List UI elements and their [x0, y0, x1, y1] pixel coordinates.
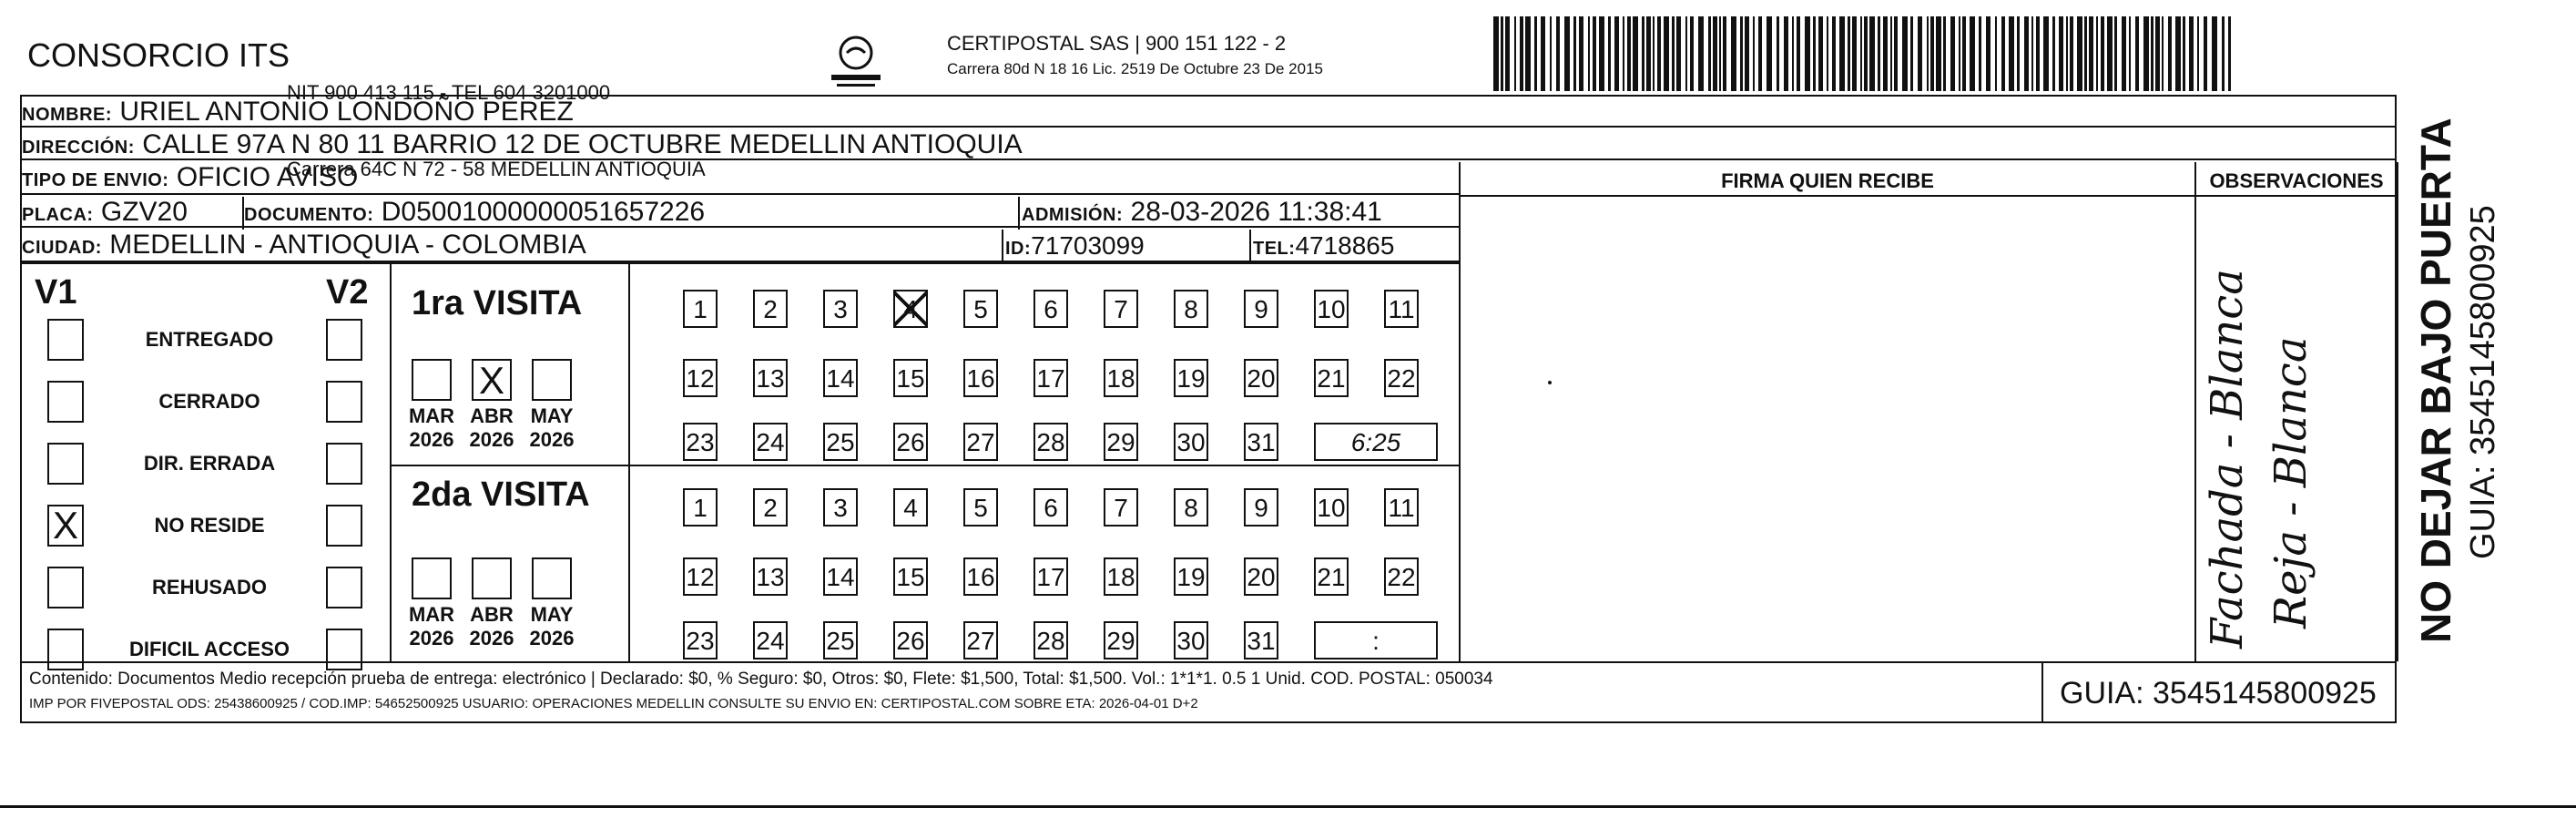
barcode-bar — [1902, 16, 1908, 91]
side-guia: GUIA: 3545145800925 — [2464, 205, 2502, 559]
visit1-day-box[interactable]: 23 — [683, 423, 718, 461]
barcode-bar — [1593, 16, 1596, 91]
admission-field — [1022, 197, 1382, 230]
document-value: D05001000000051657226 — [381, 197, 706, 227]
visit2-day-box[interactable]: 30 — [1174, 621, 1208, 660]
barcode-bar — [2175, 16, 2181, 91]
visit2-month-checkbox[interactable] — [412, 557, 452, 599]
barcode-bar — [2189, 16, 2194, 91]
divider — [1018, 197, 1020, 230]
visit2-month-label: MAR — [408, 603, 455, 626]
visit2-year-label: 2026 — [529, 627, 575, 649]
observations-header: OBSERVACIONES — [2209, 169, 2384, 192]
barcode-bar — [1614, 16, 1619, 91]
barcode-bar — [1690, 16, 1694, 91]
visit1-day-box[interactable]: 8 — [1174, 290, 1208, 328]
divider — [1002, 230, 1003, 262]
v1-checkbox[interactable] — [47, 629, 84, 670]
visit2-day-box[interactable]: 6 — [1033, 488, 1068, 527]
visit1-day-box[interactable]: 26 — [893, 423, 928, 461]
barcode-bar — [1878, 16, 1880, 91]
barcode-bar — [1713, 16, 1717, 91]
barcode-bar — [1646, 16, 1651, 91]
barcode-bar — [1664, 16, 1669, 91]
visit2-day-box[interactable]: 31 — [1244, 621, 1278, 660]
barcode-bar — [1910, 16, 1913, 91]
barcode-bar — [1588, 16, 1590, 91]
barcode-bar — [2143, 16, 2149, 91]
barcode-bar — [2197, 16, 2199, 91]
barcode-bar — [1719, 16, 1721, 91]
visit1-day-box[interactable]: 22 — [1384, 359, 1419, 397]
handwritten-note-2: Reja - Blanca — [2265, 336, 2316, 629]
barcode-bar — [2114, 16, 2117, 91]
visit1-day-box[interactable]: 18 — [1104, 359, 1138, 397]
barcode-bar — [1723, 16, 1726, 91]
visit1-day-box[interactable]: 1 — [683, 290, 718, 328]
barcode-bar — [1995, 16, 1997, 91]
visit2-day-box[interactable]: 8 — [1174, 488, 1208, 527]
barcode-bar — [1864, 16, 1868, 91]
visit1-day-box[interactable]: 4 — [893, 290, 928, 328]
barcode-bar — [1784, 16, 1788, 91]
visit1-year-label: 2026 — [409, 428, 454, 451]
visit2-day-box[interactable]: 15 — [893, 557, 928, 596]
barcode-bar — [1520, 16, 1523, 91]
visit2-day-box[interactable]: 26 — [893, 621, 928, 660]
visit1-day-box[interactable]: 24 — [753, 423, 788, 461]
footer-guia: GUIA: 3545145800925 — [2060, 676, 2377, 711]
visit2-day-box[interactable]: 1 — [683, 488, 718, 527]
company-address: Carrera 64C N 72 - 58 MEDELLIN ANTIOQUIA — [287, 158, 706, 180]
v2-checkbox[interactable] — [326, 567, 362, 608]
visit1-year-label: 2026 — [469, 428, 514, 451]
column-header-line — [1459, 195, 2397, 197]
city-value: MEDELLIN - ANTIOQUIA - COLOMBIA — [109, 230, 586, 260]
barcode-bar — [1501, 16, 1503, 91]
barcode-bar — [2151, 16, 2153, 91]
bottom-rule — [0, 805, 2576, 808]
visit2-day-box[interactable]: 3 — [823, 488, 858, 527]
barcode-bar — [1936, 16, 1941, 91]
visit1-day-box[interactable]: 25 — [823, 423, 858, 461]
barcode-bar — [1579, 16, 1583, 91]
barcode-bar — [2043, 16, 2049, 91]
barcode-bar — [1672, 16, 1675, 91]
recipient-address: CALLE 97A N 80 11 BARRIO 12 DE OCTUBRE MEDELLIN ANTIOQUIA — [142, 129, 1023, 159]
plate-value: GZV20 — [100, 197, 188, 227]
barcode-bar — [1753, 16, 1755, 91]
status-top-line — [22, 262, 1459, 264]
barcode-bar — [2001, 16, 2005, 91]
barcode-bar — [2168, 16, 2172, 91]
plate-label: PLACA: — [22, 205, 94, 225]
v2-checkbox[interactable] — [326, 505, 362, 547]
barcode-bar — [1943, 16, 1946, 91]
visit2-day-box[interactable]: 2 — [753, 488, 788, 527]
barcode-bar — [1848, 16, 1850, 91]
v1-header: V1 — [35, 273, 77, 312]
barcode-bar — [1633, 16, 1638, 91]
barcode-bar — [1894, 16, 1898, 91]
type-label: TIPO DE ENVIO: — [22, 170, 169, 190]
barcode-bar — [1890, 16, 1892, 91]
address-label: DIRECCIÓN: — [22, 138, 135, 158]
barcode-bar — [1883, 16, 1888, 91]
barcode-bar — [1505, 16, 1510, 91]
visit-month-border — [628, 262, 630, 661]
status-option-label: NO RESIDE — [154, 514, 265, 537]
observations-right-border — [2397, 162, 2398, 661]
visit2-day-box[interactable]: 22 — [1384, 557, 1419, 596]
carrier-name: CERTIPOSTAL SAS | 900 151 122 - 2 — [947, 32, 1287, 55]
status-option-label: DIR. ERRADA — [143, 452, 276, 475]
v1-checkbox[interactable] — [47, 567, 84, 608]
content-line: Contenido: Documentos Medio recepción prueba de entrega: electrónico | Declarado: $0, % Seguro: $0, Otros: $0, Flete: $1,500, Total: $1,500. Vol.: 1*1*1. 0.5 1 Unid. COD. POSTAL: 050034 — [29, 670, 1493, 689]
visit2-title: 2da VISITA — [412, 475, 590, 514]
admission-value: 28-03-2026 11:38:41 — [1130, 197, 1382, 227]
barcode-bar — [1573, 16, 1576, 91]
visit2-day-box[interactable]: 16 — [963, 557, 998, 596]
visit1-day-box[interactable]: 12 — [683, 359, 718, 397]
visit1-day-box[interactable]: 16 — [963, 359, 998, 397]
barcode-bar — [2017, 16, 2020, 91]
row-address — [22, 129, 2395, 160]
barcode-bar — [1623, 16, 1624, 91]
id-field — [1005, 230, 1145, 265]
barcode-bar — [1930, 16, 1934, 91]
visit2-day-box[interactable]: 29 — [1104, 621, 1138, 660]
barcode-bar — [1676, 16, 1681, 91]
ink-dot — [1548, 381, 1552, 384]
row-type — [22, 162, 1459, 195]
barcode-bar — [1797, 16, 1800, 91]
barcode-bar — [2066, 16, 2068, 91]
visit2-time-box[interactable]: : — [1314, 621, 1438, 660]
barcode-bar — [2084, 16, 2087, 91]
visit-separator — [390, 465, 1459, 466]
visit1-day-box[interactable]: 30 — [1174, 423, 1208, 461]
visit1-day-box[interactable]: 28 — [1033, 423, 1068, 461]
barcode-bar — [1860, 16, 1862, 91]
recipient-name: URIEL ANTONIO LONDOÑO PEREZ — [119, 97, 574, 127]
visit2-day-box[interactable]: 7 — [1104, 488, 1138, 527]
visit2-day-box[interactable]: 11 — [1384, 488, 1419, 527]
visit1-day-box[interactable]: 14 — [823, 359, 858, 397]
visit1-month-checkbox[interactable] — [412, 359, 452, 401]
barcode — [1493, 16, 2231, 91]
barcode-bar — [2036, 16, 2040, 91]
barcode-bar — [1813, 16, 1816, 91]
barcode-bar — [1959, 16, 1960, 91]
barcode-bar — [1818, 16, 1823, 91]
barcode-bar — [2222, 16, 2225, 91]
visit1-day-box[interactable]: 2 — [753, 290, 788, 328]
visit2-day-box[interactable]: 18 — [1104, 557, 1138, 596]
visit1-time-box[interactable]: 6:25 — [1314, 423, 1438, 461]
visit2-month-checkbox[interactable] — [532, 557, 572, 599]
visit2-month-label: ABR — [470, 603, 514, 626]
imp-line: IMP POR FIVEPOSTAL ODS: 25438600925 / COD.IMP: 54652500925 USUARIO: OPERACIONES MEDELLIN CONSULTE SU ENVIO EN: CERTIPOSTAL.COM SOBRE ETA: 2026-04-01 D+2 — [29, 696, 1198, 711]
barcode-bar — [1514, 16, 1516, 91]
barcode-bar — [2129, 16, 2131, 91]
barcode-bar — [2107, 16, 2113, 91]
visit2-day-box[interactable]: 17 — [1033, 557, 1068, 596]
barcode-bar — [2024, 16, 2029, 91]
barcode-bar — [1962, 16, 1966, 91]
divider — [242, 197, 244, 230]
barcode-bar — [1708, 16, 1711, 91]
barcode-bar — [1767, 16, 1772, 91]
divider — [1249, 230, 1251, 262]
handwritten-note-1: Fachada - Blanca — [2202, 269, 2253, 649]
barcode-bar — [1986, 16, 1991, 91]
barcode-bar — [2052, 16, 2055, 91]
barcode-bar — [2155, 16, 2160, 91]
v2-checkbox[interactable] — [326, 443, 362, 485]
visit2-day-box[interactable]: 24 — [753, 621, 788, 660]
barcode-bar — [1564, 16, 1570, 91]
visit2-month-label: MAY — [530, 603, 574, 626]
visit1-month-checkbox[interactable]: X — [472, 359, 512, 401]
visit2-month-checkbox[interactable] — [472, 557, 512, 599]
visit2-day-box[interactable]: 21 — [1314, 557, 1349, 596]
barcode-bar — [1869, 16, 1875, 91]
visit1-day-box[interactable]: 15 — [893, 359, 928, 397]
barcode-bar — [2009, 16, 2014, 91]
document-label: DOCUMENTO: — [244, 205, 374, 225]
barcode-bar — [1493, 16, 1499, 91]
barcode-bar — [2096, 16, 2098, 91]
footer-top-line — [22, 661, 2397, 663]
visit1-day-box[interactable]: 21 — [1314, 359, 1349, 397]
status-option-label: DIFICIL ACCESO — [128, 638, 290, 660]
status-option-label: REHUSADO — [152, 576, 267, 598]
barcode-bar — [1541, 16, 1545, 91]
barcode-bar — [2070, 16, 2073, 91]
barcode-bar — [1608, 16, 1611, 91]
tel-label: TEL: — [1253, 239, 1296, 259]
visit1-month-label: ABR — [470, 404, 514, 427]
visit1-day-box[interactable]: 20 — [1244, 359, 1278, 397]
visit2-day-box[interactable]: 28 — [1033, 621, 1068, 660]
visit1-day-box[interactable]: 9 — [1244, 290, 1278, 328]
barcode-bar — [1839, 16, 1845, 91]
barcode-bar — [2162, 16, 2164, 91]
barcode-bar — [1918, 16, 1922, 91]
v1-checkbox[interactable] — [47, 443, 84, 485]
v1-checkbox[interactable] — [47, 381, 84, 423]
visit2-day-box[interactable]: 10 — [1314, 488, 1349, 527]
status-option-label: ENTREGADO — [145, 328, 274, 351]
barcode-bar — [1599, 16, 1604, 91]
barcode-bar — [1805, 16, 1810, 91]
barcode-bar — [2122, 16, 2126, 91]
tel-field — [1253, 230, 1394, 265]
visit1-day-box[interactable]: 27 — [963, 423, 998, 461]
barcode-bar — [1832, 16, 1836, 91]
barcode-bar — [2077, 16, 2082, 91]
visit2-year-label: 2026 — [469, 627, 514, 649]
barcode-bar — [1525, 16, 1531, 91]
city-label: CIUDAD: — [22, 238, 102, 258]
v2-header: V2 — [326, 273, 369, 312]
status-option-label: CERRADO — [158, 390, 260, 413]
visit1-day-box[interactable]: 3 — [823, 290, 858, 328]
barcode-bar — [2204, 16, 2207, 91]
barcode-bar — [1740, 16, 1743, 91]
barcode-bar — [1698, 16, 1704, 91]
visit1-day-box[interactable]: 13 — [753, 359, 788, 397]
barcode-bar — [1556, 16, 1560, 91]
visit2-day-box[interactable]: 14 — [823, 557, 858, 596]
v2-checkbox[interactable] — [326, 629, 362, 670]
document-field — [244, 197, 705, 230]
visit1-day-box[interactable]: 19 — [1174, 359, 1208, 397]
visit2-day-box[interactable]: 23 — [683, 621, 718, 660]
barcode-bar — [2135, 16, 2139, 91]
id-label: ID: — [1005, 239, 1032, 259]
visit2-day-box[interactable]: 5 — [963, 488, 998, 527]
visit1-day-box[interactable]: 6 — [1033, 290, 1068, 328]
visit1-day-box[interactable]: 7 — [1104, 290, 1138, 328]
visit2-day-box[interactable]: 20 — [1244, 557, 1278, 596]
visit2-year-label: 2026 — [409, 627, 454, 649]
visit1-title: 1ra VISITA — [412, 284, 583, 322]
barcode-bar — [2101, 16, 2104, 91]
company-name: CONSORCIO ITS — [27, 36, 290, 74]
signature-header: FIRMA QUIEN RECIBE — [1721, 169, 1934, 192]
visit2-day-box[interactable]: 13 — [753, 557, 788, 596]
barcode-bar — [1927, 16, 1929, 91]
barcode-bar — [2031, 16, 2033, 91]
visit1-day-box[interactable]: 11 — [1384, 290, 1419, 328]
barcode-bar — [2183, 16, 2185, 91]
visit1-month-label: MAR — [408, 404, 455, 427]
shipment-type: OFICIO AVISO — [176, 162, 359, 192]
visit1-day-box[interactable]: 29 — [1104, 423, 1138, 461]
no-dejar-warning: NO DEJAR BAJO PUERTA — [2412, 118, 2459, 643]
id-value: 71703099 — [1031, 231, 1145, 260]
visit2-day-box[interactable]: 27 — [963, 621, 998, 660]
status-right-border — [390, 262, 392, 661]
barcode-bar — [1758, 16, 1762, 91]
barcode-bar — [2212, 16, 2217, 91]
visit2-day-box[interactable]: 25 — [823, 621, 858, 660]
footer-divider — [2041, 661, 2043, 723]
barcode-bar — [1685, 16, 1687, 91]
barcode-bar — [1852, 16, 1857, 91]
barcode-bar — [1745, 16, 1749, 91]
barcode-bar — [2089, 16, 2093, 91]
signature-left-border — [1459, 162, 1461, 661]
row-name — [22, 97, 2395, 128]
row-city — [22, 230, 1459, 262]
barcode-bar — [1534, 16, 1537, 91]
barcode-bar — [1970, 16, 1975, 91]
v1-checkbox[interactable] — [47, 319, 84, 361]
carrier-info — [947, 31, 1323, 82]
barcode-bar — [1627, 16, 1631, 91]
certipostal-logo-icon — [824, 29, 888, 93]
barcode-bar — [1642, 16, 1644, 91]
visit1-day-box[interactable]: 17 — [1033, 359, 1068, 397]
v2-checkbox[interactable] — [326, 319, 362, 361]
barcode-bar — [1653, 16, 1655, 91]
barcode-bar — [1777, 16, 1779, 91]
barcode-bar — [1792, 16, 1794, 91]
visit1-month-checkbox[interactable] — [532, 359, 572, 401]
barcode-bar — [2059, 16, 2063, 91]
name-label: NOMBRE: — [22, 105, 113, 125]
visit1-year-label: 2026 — [529, 428, 575, 451]
v2-checkbox[interactable] — [326, 381, 362, 423]
visit2-day-box[interactable]: 4 — [893, 488, 928, 527]
barcode-bar — [1827, 16, 1828, 91]
visit1-day-box[interactable]: 5 — [963, 290, 998, 328]
barcode-bar — [1979, 16, 1981, 91]
carrier-address: Carrera 80d N 18 16 Lic. 2519 De Octubre 23 De 2015 — [947, 60, 1323, 77]
v1-checkbox[interactable]: X — [47, 505, 84, 547]
visit2-day-box[interactable]: 19 — [1174, 557, 1208, 596]
barcode-bar — [1657, 16, 1661, 91]
visit1-month-label: MAY — [530, 404, 574, 427]
barcode-bar — [1950, 16, 1955, 91]
tel-value: 4718865 — [1295, 231, 1395, 260]
barcode-bar — [2228, 16, 2231, 91]
barcode-bar — [1731, 16, 1736, 91]
visit2-day-box[interactable]: 9 — [1244, 488, 1278, 527]
visit2-day-box[interactable]: 12 — [683, 557, 718, 596]
visit1-day-box[interactable]: 31 — [1244, 423, 1278, 461]
barcode-bar — [1550, 16, 1552, 91]
visit1-day-box[interactable]: 10 — [1314, 290, 1349, 328]
observations-left-border — [2194, 162, 2196, 661]
company-nit: NIT 900 413 115 - TEL 604 3201000 — [287, 81, 611, 104]
admission-label: ADMISIÓN: — [1022, 205, 1124, 225]
